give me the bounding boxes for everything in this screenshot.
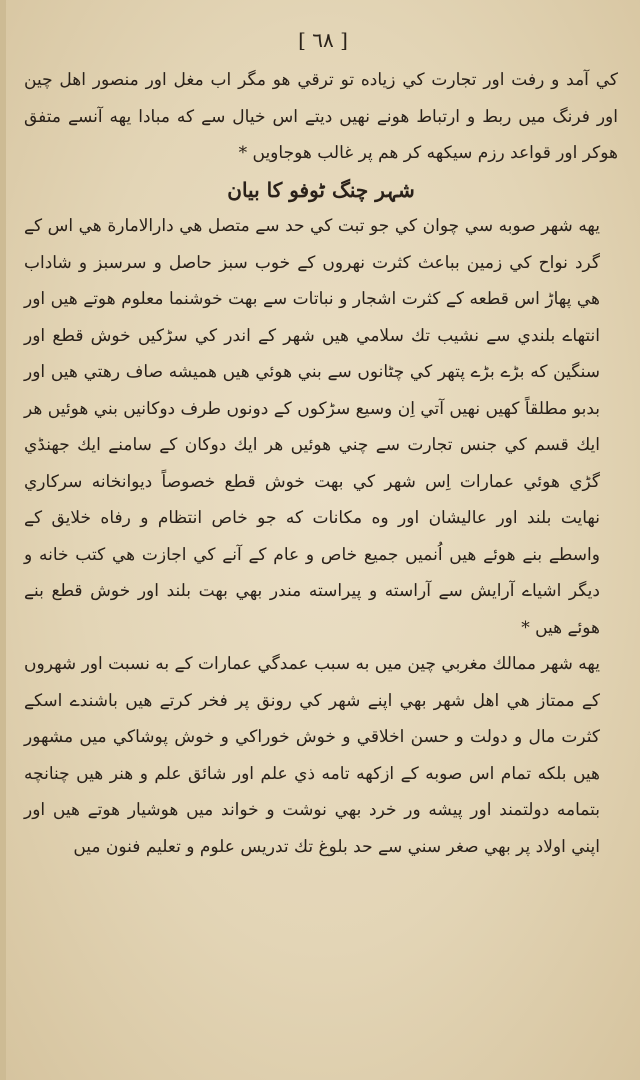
paragraph-1: كي آمد و رفت اور تجارت كي زياده تو ترقي هو مگر اب مغل اور منصور اهل چين اور فرنگ ميں ربط و ارتباط هونے نهيں ديتے اس خيال سے كه مبادا يهه آنسے متفق هوكر اور قواعد رزم سيكهه كر هم پر غالب هوجاويں * [24, 70, 618, 163]
paragraph-2: يهه شهر صوبه سي چوان كي جو تبت كي حد سے متصل هي دارالامارة هي اس كے گرد نواح كي زمين بباعث كثرت نهروں كے خوب سبز حاصل و سرسبز و شاداب هي پهاڑ اس قطعه كے كثرت اشجار و نباتات سے بهت خوشنما معلوم هوتے هيں اور انتهاے بلندي سے نشيب تك سلامي هيں شهر كے اندر كي سڑكيں خوش قطع اور سنگين كه بڑے بڑے پتهر كي چٹانوں سے بني هوئي هيں هميشه صاف رهتي هيں اور بدبو مطلقاً كهيں نهيں آتي اِن وسيع سڑكوں كے دونوں طرف دوكانيں بني هوئيں هر ايك قسم كي جنس تجارت سے چني هوئيں هر ايك دوكان كے سامنے ايك جهنڈي گڑي هوئي عمارات اِس شهر كي بهت خوش قطع خصوصاً ديوانخانه سركاري نهايت بلند اور عاليشان اور وه مكانات كه جو خاص انتظام و رفاه خلايق كے واسطے بنے هوئے هيں اُنميں جميع خاص و عام كے آنے كي اجازت هي كتب خانه و ديگر اشياے آرايش سے آراسته و پيراسته مندر بهي بهت بلند اور خوش قطع بنے هوئے هيں * [24, 216, 600, 638]
page-body [24, 62, 618, 865]
paragraph-3: يهه شهر ممالك مغربي چين ميں به سبب عمدگي عمارات كے به نسبت اور شهروں كے ممتاز هي اهل شهر بهي اپنے شهر كي رونق پر فخر كرتے هيں باشندے اسكے كثرت مال و دولت و حسن اخلاقي و خوش خوراكي و خوش پوشاكي ميں مشهور هيں بلكه تمام اس صوبه كے ازكهه تامه ذي علم اور شائق علم و هنر هيں چنانچه بتمامه دولتمند اور پيشه ور خرد بهي نوشت و خواند ميں هوشيار هوتے هيں اور اپني اولاد پر بهي صغر سني سے حد بلوغ تك تدريس علوم و تعليم فنون ميں [24, 654, 600, 857]
section-heading: شہر چنگ ٹوفو كا بيان [227, 177, 415, 202]
page-number: [ ٦٨ ] [298, 28, 348, 52]
